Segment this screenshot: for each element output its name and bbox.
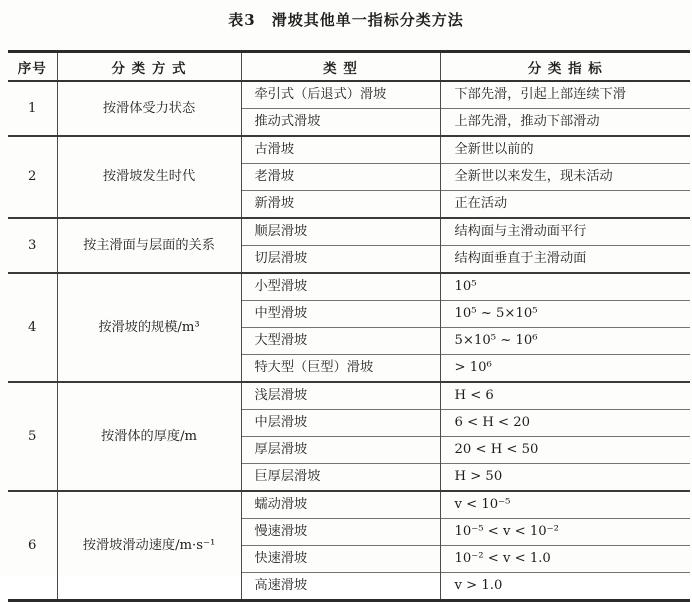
- cell-type: 快速滑坡: [241, 546, 440, 573]
- cell-type: 小型滑坡: [241, 273, 440, 301]
- cell-indicator: 10⁻⁵ < v < 10⁻²: [440, 519, 690, 546]
- cell-type: 切层滑坡: [241, 246, 440, 274]
- table-row: [8, 491, 690, 519]
- cell-indicator: 全新世以前的: [440, 136, 690, 164]
- cell-indicator: 20 < H < 50: [440, 437, 690, 464]
- cell-no: 6: [8, 491, 57, 601]
- cell-type: 蠕动滑坡: [241, 491, 440, 519]
- cell-no: 1: [8, 81, 57, 136]
- cell-type: 牵引式（后退式）滑坡: [241, 81, 440, 109]
- cell-type: 新滑坡: [241, 191, 440, 219]
- cell-type: 推动式滑坡: [241, 109, 440, 137]
- cell-indicator: 上部先滑，推动下部滑动: [440, 109, 690, 137]
- cell-type: 巨厚层滑坡: [241, 464, 440, 492]
- cell-indicator: H < 6: [440, 382, 690, 410]
- cell-indicator: v > 1.0: [440, 573, 690, 601]
- cell-indicator: 全新世以来发生，现未活动: [440, 164, 690, 191]
- classification-table: [8, 50, 690, 602]
- cell-method: 按滑坡的规模/m³: [57, 273, 241, 382]
- col-header-method: 分 类 方 式: [57, 52, 241, 82]
- cell-type: 顺层滑坡: [241, 218, 440, 246]
- table-row: [8, 136, 690, 164]
- cell-type: 高速滑坡: [241, 573, 440, 601]
- cell-no: 5: [8, 382, 57, 491]
- cell-indicator: 10⁻² < v < 1.0: [440, 546, 690, 573]
- header-row: [8, 52, 690, 82]
- col-header-indicator: 分 类 指 标: [440, 52, 690, 82]
- table-row: [8, 273, 690, 301]
- table-row: [8, 382, 690, 410]
- cell-indicator: 10⁵: [440, 273, 690, 301]
- cell-type: 中型滑坡: [241, 301, 440, 328]
- table-title: 表3 滑坡其他单一指标分类方法: [228, 11, 464, 29]
- cell-method: 按滑坡发生时代: [57, 136, 241, 218]
- cell-indicator: H > 50: [440, 464, 690, 492]
- table-row: [8, 81, 690, 109]
- cell-indicator: 6 < H < 20: [440, 410, 690, 437]
- col-header-type: 类 型: [241, 52, 440, 82]
- table-row: [8, 218, 690, 246]
- cell-method: 按主滑面与层面的关系: [57, 218, 241, 273]
- cell-indicator: 结构面垂直于主滑动面: [440, 246, 690, 274]
- cell-method: 按滑体的厚度/m: [57, 382, 241, 491]
- cell-type: 老滑坡: [241, 164, 440, 191]
- cell-type: 浅层滑坡: [241, 382, 440, 410]
- cell-method: 按滑体受力状态: [57, 81, 241, 136]
- cell-type: 大型滑坡: [241, 328, 440, 355]
- col-header-no: 序号: [8, 52, 57, 82]
- cell-indicator: v < 10⁻⁵: [440, 491, 690, 519]
- cell-method: 按滑坡滑动速度/m·s⁻¹: [57, 491, 241, 601]
- cell-indicator: 10⁵ ~ 5×10⁵: [440, 301, 690, 328]
- cell-no: 2: [8, 136, 57, 218]
- cell-type: 慢速滑坡: [241, 519, 440, 546]
- cell-no: 3: [8, 218, 57, 273]
- cell-type: 厚层滑坡: [241, 437, 440, 464]
- cell-no: 4: [8, 273, 57, 382]
- cell-indicator: 下部先滑，引起上部连续下滑: [440, 81, 690, 109]
- cell-type: 特大型（巨型）滑坡: [241, 355, 440, 383]
- cell-indicator: 5×10⁵ ~ 10⁶: [440, 328, 690, 355]
- cell-indicator: 正在活动: [440, 191, 690, 219]
- cell-indicator: > 10⁶: [440, 355, 690, 383]
- cell-type: 古滑坡: [241, 136, 440, 164]
- cell-type: 中层滑坡: [241, 410, 440, 437]
- cell-indicator: 结构面与主滑动面平行: [440, 218, 690, 246]
